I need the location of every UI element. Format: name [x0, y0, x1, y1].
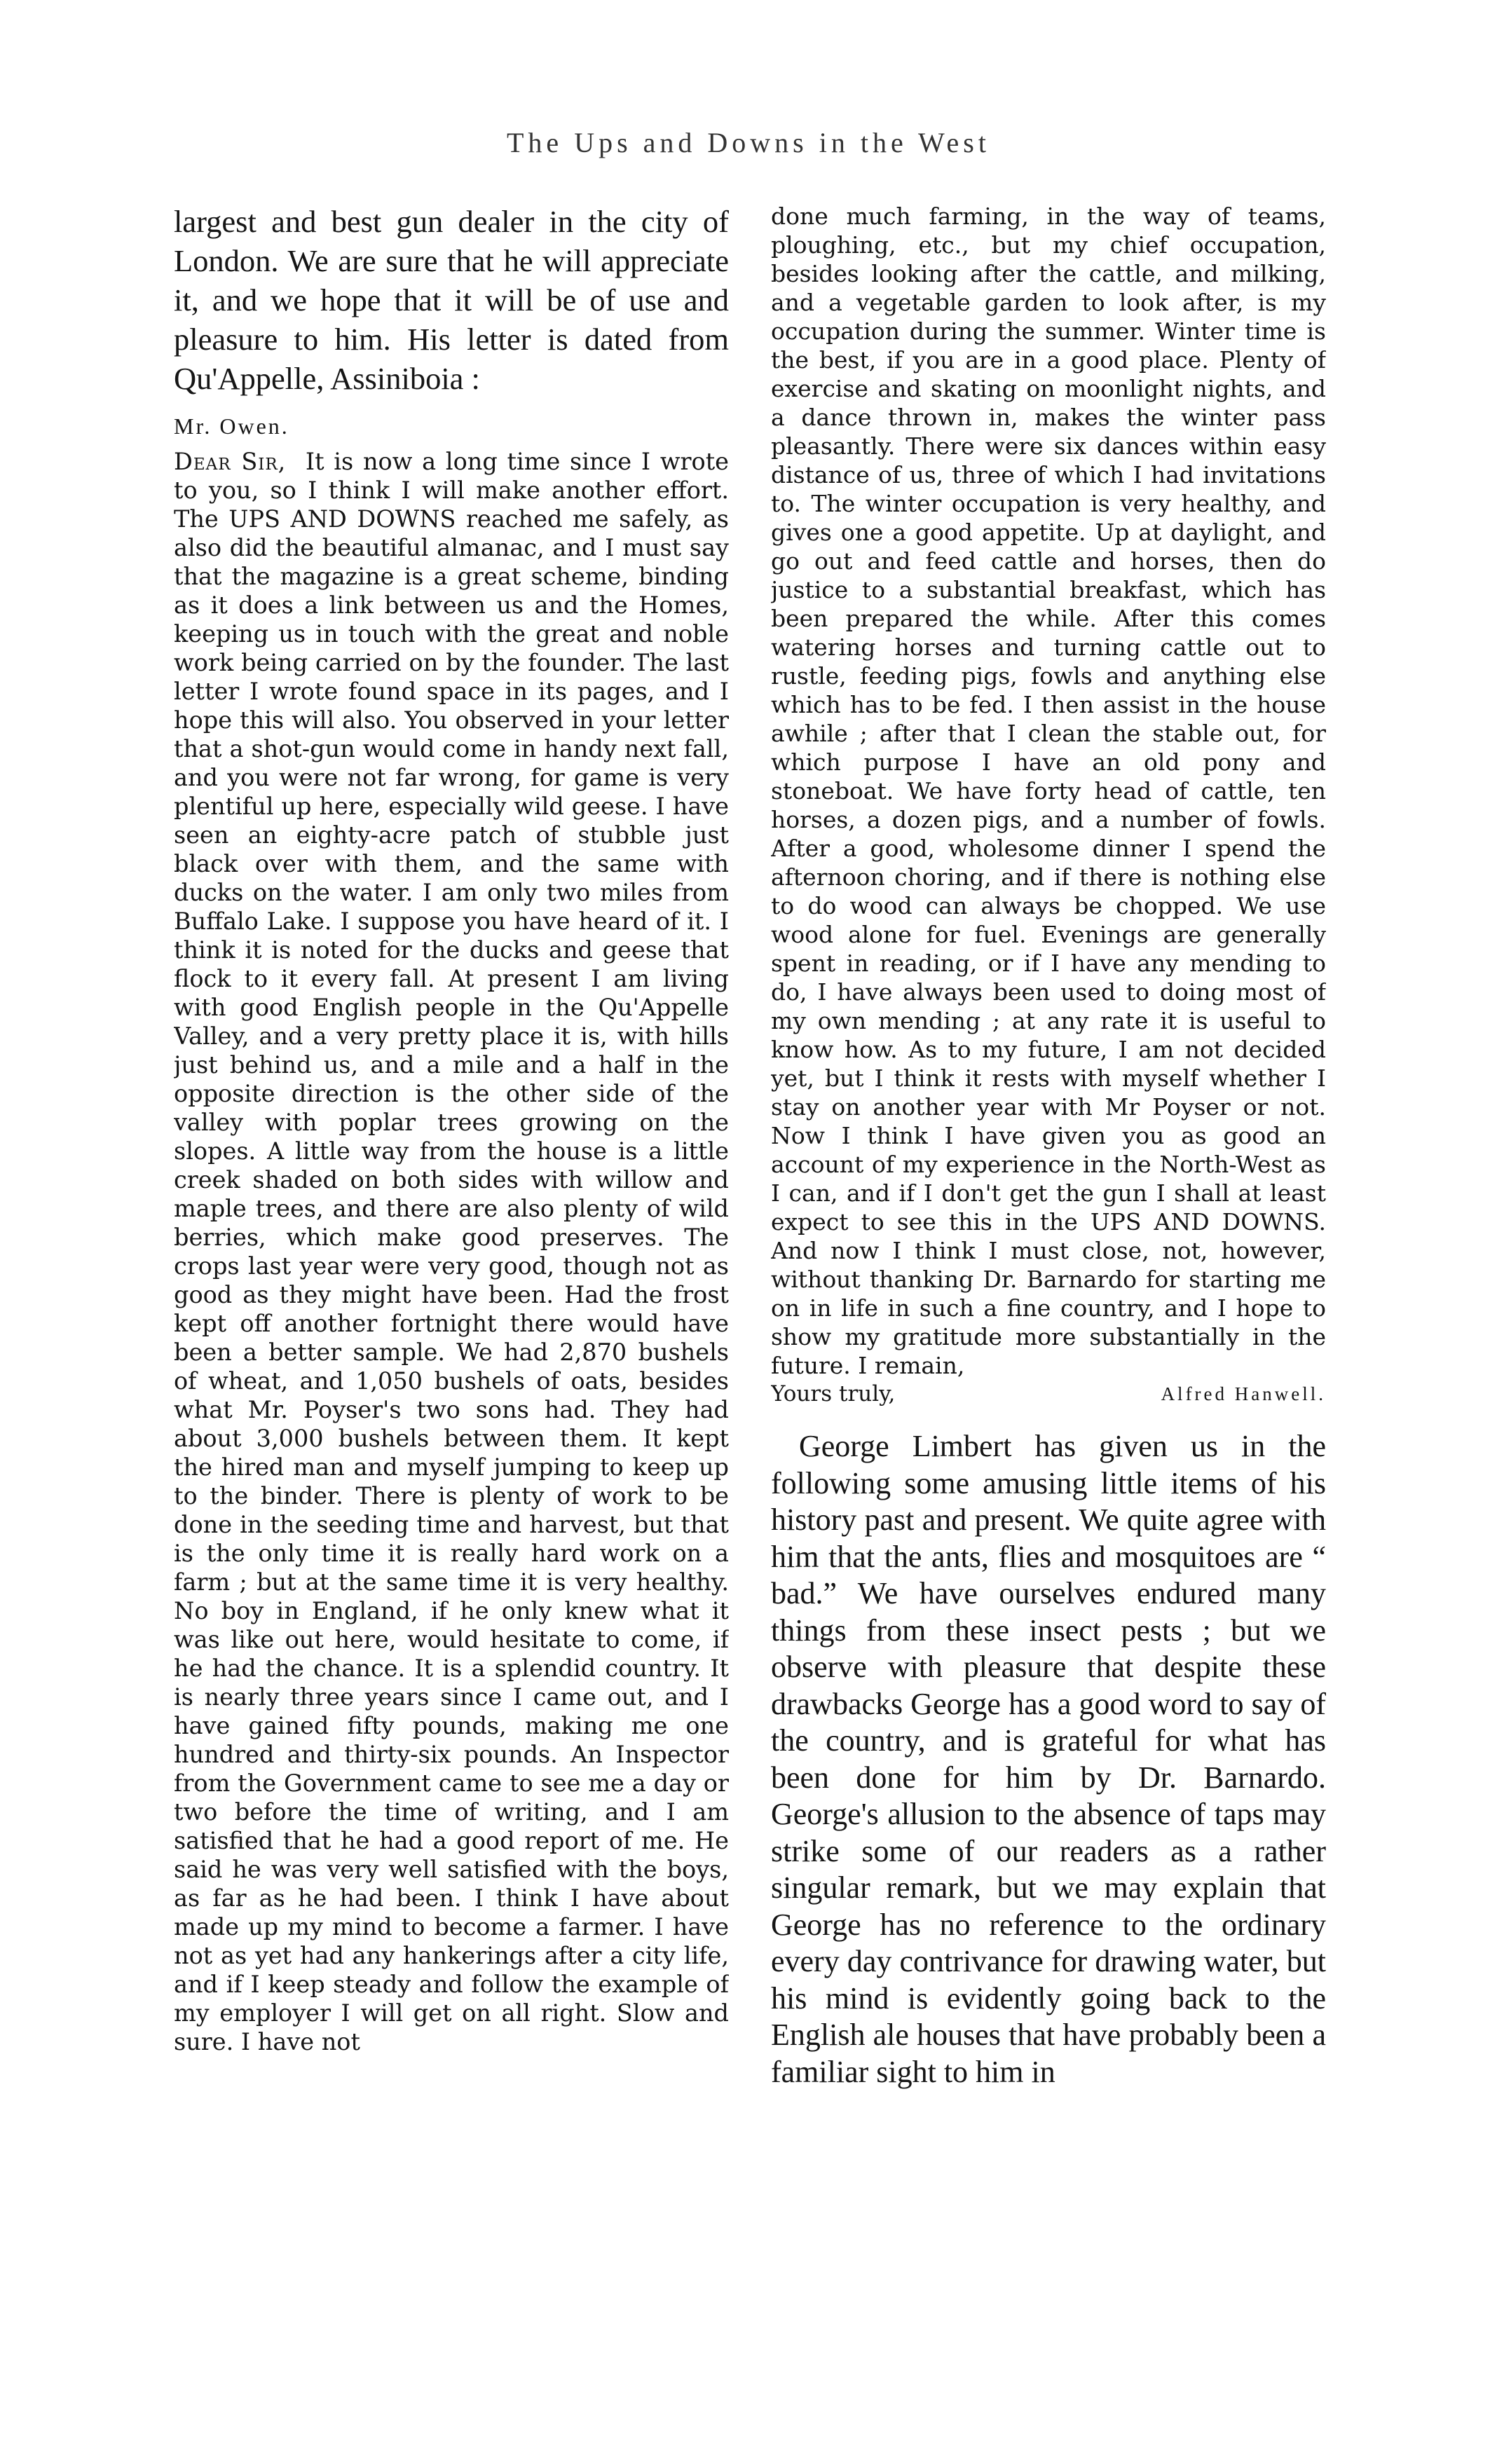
letter-paragraph: [174, 447, 729, 2056]
left-column: [174, 202, 729, 2430]
running-header: The Ups and Downs in the West: [507, 127, 990, 158]
letter-body: It is now a long time since I wrote to you, so I think I will make another effort. The UPS AND DOWNS reached me safely, as also did the beautiful almanac, and I must say that the magazine is a great scheme, binding as it does a link between us and the Homes, keeping us in touch with the great and noble work being carried on by the founder. The last letter I wrote found space in its pages, and I hope this will also. You observed in your letter that a shot-gun would come in handy next fall, and you were not far wrong, for game is very plentiful up here, especially wild geese. I have seen an eighty-acre patch of stubble just black over with them, and the same with ducks on the water. I am only two miles from Buffalo Lake. I suppose you have heard of it. I think it is noted for the ducks and geese that flock to it every fall. At present I am living with good English people in the Qu'Appelle Valley, and a very pretty place it is, with hills just behind us, and a mile and a half in the opposite direction is the other side of the valley with poplar trees growing on the slopes. A little way from the house is a little creek shaded on both sides with willow and maple trees, and there are also plenty of wild berries, which make good preserves. The crops last year were very good, though not as good as they might have been. Had the frost kept off another fortnight there would have been a better sample. We had 2,870 bushels of wheat, and 1,050 bushels of oats, besides what Mr. Poyser's two sons had. They had about 3,000 bushels between them. It kept the hired man and myself jumping to keep up to the binder. There is plenty of work to be done in the seeding time and harvest, but that is the only time it is really hard work on a farm ; but at the same time it is very healthy. No boy in England, if he only knew what it was like out here, would hesitate to come, if he had the chance. It is a splendid country. It is nearly three years since I came out, and I have gained fifty pounds, making me one hundred and thirty-six pounds. An Inspector from the Government came to see me a day or two before the time of writing, and I am satisfied that he had a good report of me. He said he was very well satisfied with the boys, as far as he had been. I think I have about made up my mind to become a farmer. I have not as yet had any hankerings after a city life, and if I keep steady and follow the example of my employer I will get on all right. Slow and sure. I have not: [174, 448, 729, 2055]
intro-paragraph: largest and best gun dealer in the city of London. We are sure that he will appreciate it, and we hope that it will be of use and pleasure to him. His letter is dated from Qu'Appelle, Assiniboia :: [174, 204, 729, 396]
letter-recipient: Mr. Owen.: [174, 413, 289, 439]
letter-signoff: [771, 1380, 1326, 1409]
letter-salutation: Dear Sir,: [174, 448, 287, 475]
commentary-paragraph: George Limbert has given us in the following some amusing little items of his history past and present. We quite agree with him that the ants, flies and mosquitoes are “ bad.” We have ourselves endured many things from these insect pests ; but we observe with pleasure that despite these drawbacks George has a good word to say of the country, and is grateful for what has been done for him by Dr. Barnardo. George's allusion to the absence of taps may strike some of our readers as a rather singular remark, but we may explain that George has no reference to the ordinary every day contrivance for drawing water, but his mind is evidently going back to the English ale houses that have probably been a familiar sight to him in: [771, 1429, 1326, 2089]
letter-signature: Alfred Hanwell.: [1161, 1383, 1326, 1404]
letter-continuation: done much farming, in the way of teams, ploughing, etc., but my chief occupation, besides looking after the cattle, and milking, and a vegetable garden to look after, is my occupation during the summer. Winter time is the best, if you are in a good place. Plenty of exercise and skating on moonlight nights, and a dance thrown in, makes the winter pass pleasantly. There were six dances within easy distance of us, three of which I had invitations to. The winter occupation is very healthy, and gives one a good appetite. Up at daylight, and go out and feed cattle and horses, then do justice to a substantial breakfast, which has been prepared the while. After this comes watering horses and turning cattle out to rustle, feeding pigs, fowls and anything else which has to be fed. I then assist in the house awhile ; after that I clean the stable out, for which purpose I have an old pony and stoneboat. We have forty head of cattle, ten horses, a dozen pigs, and a number of fowls. After a good, wholesome dinner I spend the afternoon choring, and if there is nothing else to do wood can always be chopped. We use wood alone for fuel. Evenings are generally spent in reading, or if I have any mending to do, I have always been used to doing most of my own mending ; at any rate it is useful to know how. As to my future, I am not decided yet, but I think it rests with myself whether I stay on another year with Mr Poyser or not. Now I think I have given you as good an account of my experience in the North-West as I can, and if I don't get the gun I shall at least expect to see this in the UPS AND DOWNS. And now I think I must close, not, however, without thanking Dr. Barnardo for starting me on in life in such a fine country, and I hope to show my gratitude more substantially in the future. I remain,: [771, 203, 1326, 1379]
letter-closing: Yours truly,: [771, 1381, 896, 1406]
right-column: [771, 202, 1326, 2430]
